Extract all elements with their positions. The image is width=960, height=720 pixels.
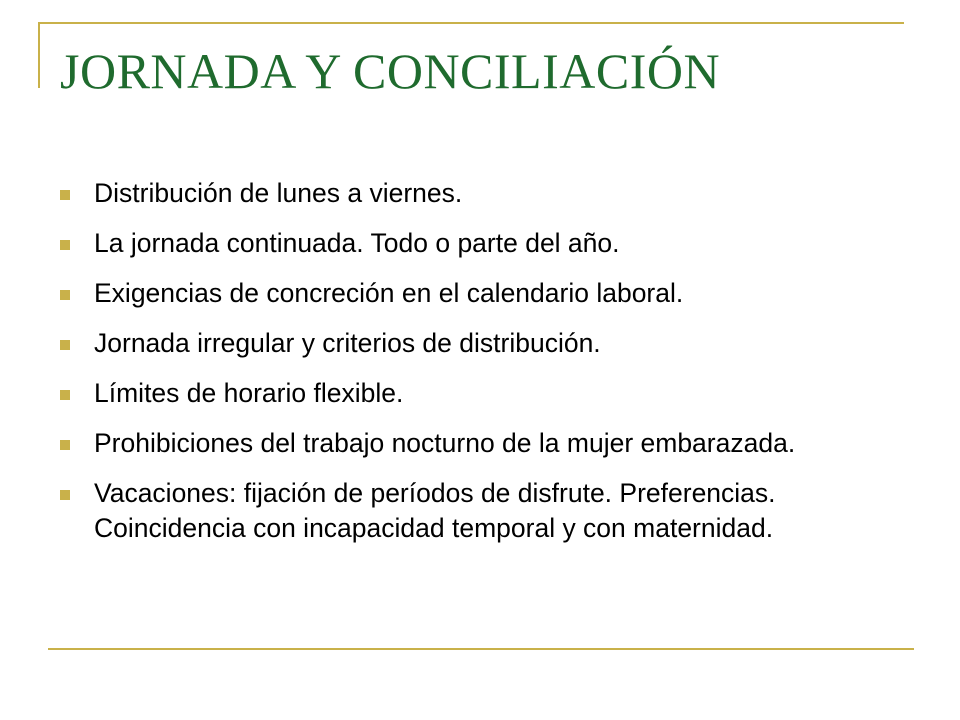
square-bullet-icon [60,340,70,350]
bullet-text: Exigencias de concreción en el calendario laboral. [94,278,684,308]
bullet-item [60,276,880,311]
bullet-text: Jornada irregular y criterios de distribución. [94,328,601,358]
square-bullet-icon [60,490,70,500]
top-divider [38,22,904,24]
bullet-item [60,476,880,546]
bullet-item [60,226,880,261]
slide-title: JORNADA Y CONCILIACIÓN [60,43,721,99]
bullet-text: La jornada continuada. Todo o parte del año. [94,228,620,258]
square-bullet-icon [60,190,70,200]
bullet-text: Vacaciones: fijación de períodos de disfrute. Preferencias. Coincidencia con incapacidad temporal y con maternidad. [94,478,776,543]
bullet-text: Prohibiciones del trabajo nocturno de la mujer embarazada. [94,428,796,458]
bullet-item [60,176,880,211]
bullet-list [60,176,880,561]
square-bullet-icon [60,290,70,300]
square-bullet-icon [60,440,70,450]
left-divider [38,22,40,88]
bullet-item [60,426,880,461]
square-bullet-icon [60,240,70,250]
bullet-text: Límites de horario flexible. [94,378,404,408]
bullet-text: Distribución de lunes a viernes. [94,178,463,208]
bullet-item [60,376,880,411]
bullet-item [60,326,880,361]
square-bullet-icon [60,390,70,400]
bottom-divider [48,648,914,650]
